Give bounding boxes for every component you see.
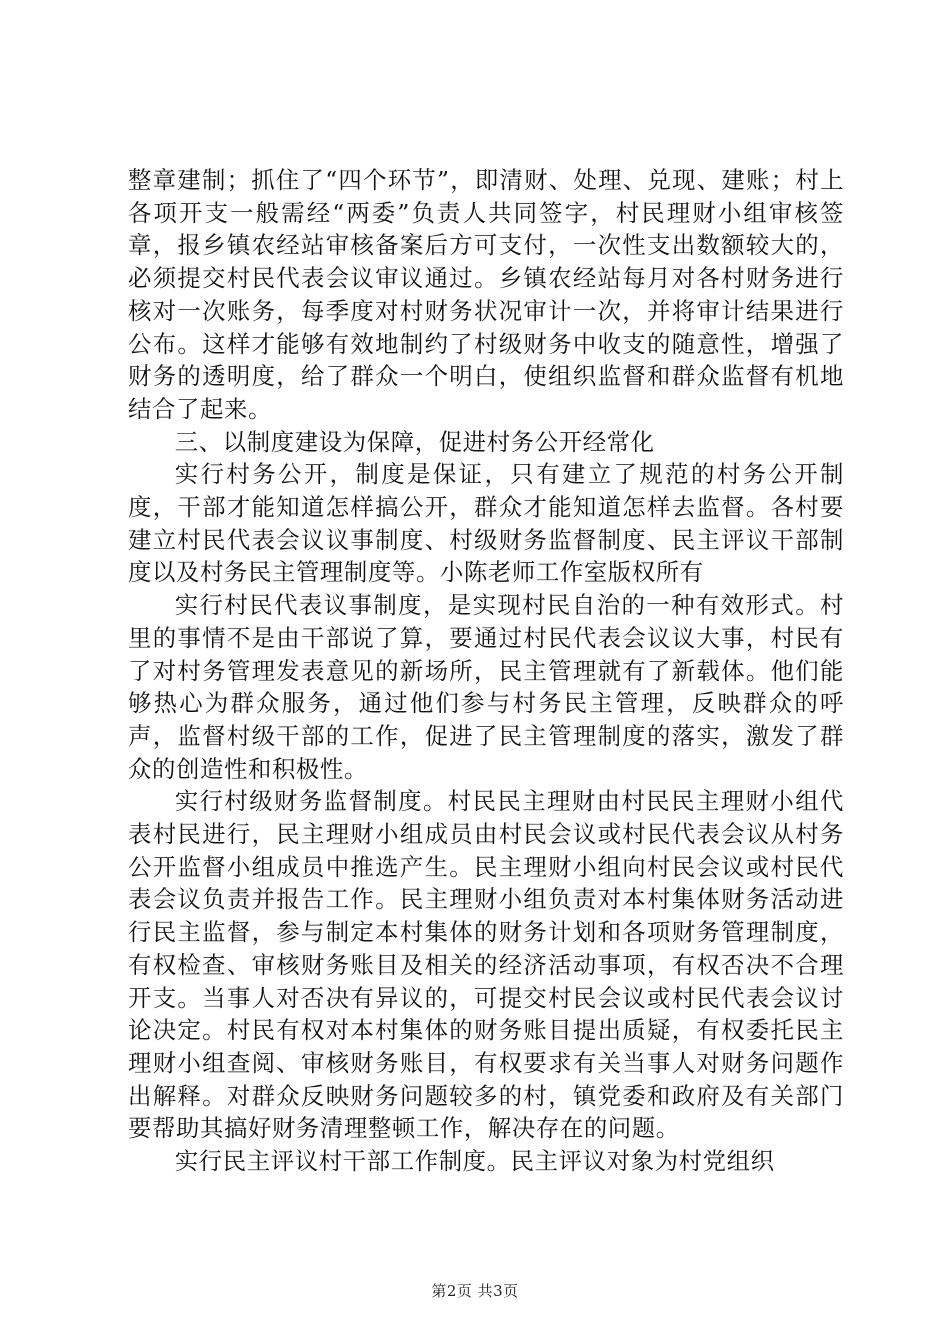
paragraph: 实行民主评议村干部工作制度。民主评议对象为村党组织 xyxy=(174,1147,775,1176)
paragraph-continuation: 整章建制；抓住了“四个环节”，即清财、处理、兑现、建账；村上各项开支一般需经“两委”负责人共同签字，村民理财小组审核签章，报乡镇农经站审核备案后方可支付，一次性支出数额较大的，必须提交村民代表会议审议通过。乡镇农经站每月对各村财务进行核对一次账务，每季度对村财务状况审计一次，并将审计结果进行公布。这样才能够有效地制约了村级财务中收支的随意性，增强了财务的透明度，给了群众一个明白，使组织监督和群众监督有机地结合了起来。 xyxy=(128,166,844,423)
document-body xyxy=(128,164,844,1178)
page-footer: 第2页 共3页 xyxy=(431,1282,519,1300)
paragraph: 实行村民代表议事制度，是实现村民自治的一种有效形式。村里的事情不是由干部说了算，要通过村民代表会议议大事，村民有了对村务管理发表意见的新场所，民主管理就有了新载体。他们能够热心为群众服务，通过他们参与村务民主管理，反映群众的呼声，监督村级干部的工作，促进了民主管理制度的落实，激发了群众的创造性和积极性。 xyxy=(128,591,844,783)
paragraph: 实行村级财务监督制度。村民民主理财由村民民主理财小组代表村民进行，民主理财小组成员由村民会议或村民代表会议从村务公开监督小组成员中推选产生。民主理财小组向村民会议或村民代表会议负责并报告工作。民主理财小组负责对本村集体财务活动进行民主监督，参与制定本村集体的财务计划和各项财务管理制度，有权检查、审核财务账目及相关的经济活动事项，有权否决不合理开支。当事人对否决有异议的，可提交村民会议或村民代表会议讨论决定。村民有权对本村集体的财务账目提出质疑，有权委托民主理财小组查阅、审核财务账目，有权要求有关当事人对财务问题作出解释。对群众反映财务问题较多的村，镇党委和政府及有关部门要帮助其搞好财务清理整顿工作，解决存在的问题。 xyxy=(128,787,844,1143)
paragraph: 实行村务公开，制度是保证，只有建立了规范的村务公开制度，干部才能知道怎样搞公开，群众才能知道怎样去监督。各村要建立村民代表会议议事制度、村级财务监督制度、民主评议干部制度以及村务民主管理制度等。小陈老师工作室版权所有 xyxy=(128,460,844,587)
section-heading: 三、以制度建设为保障，促进村务公开经常化 xyxy=(174,427,655,456)
